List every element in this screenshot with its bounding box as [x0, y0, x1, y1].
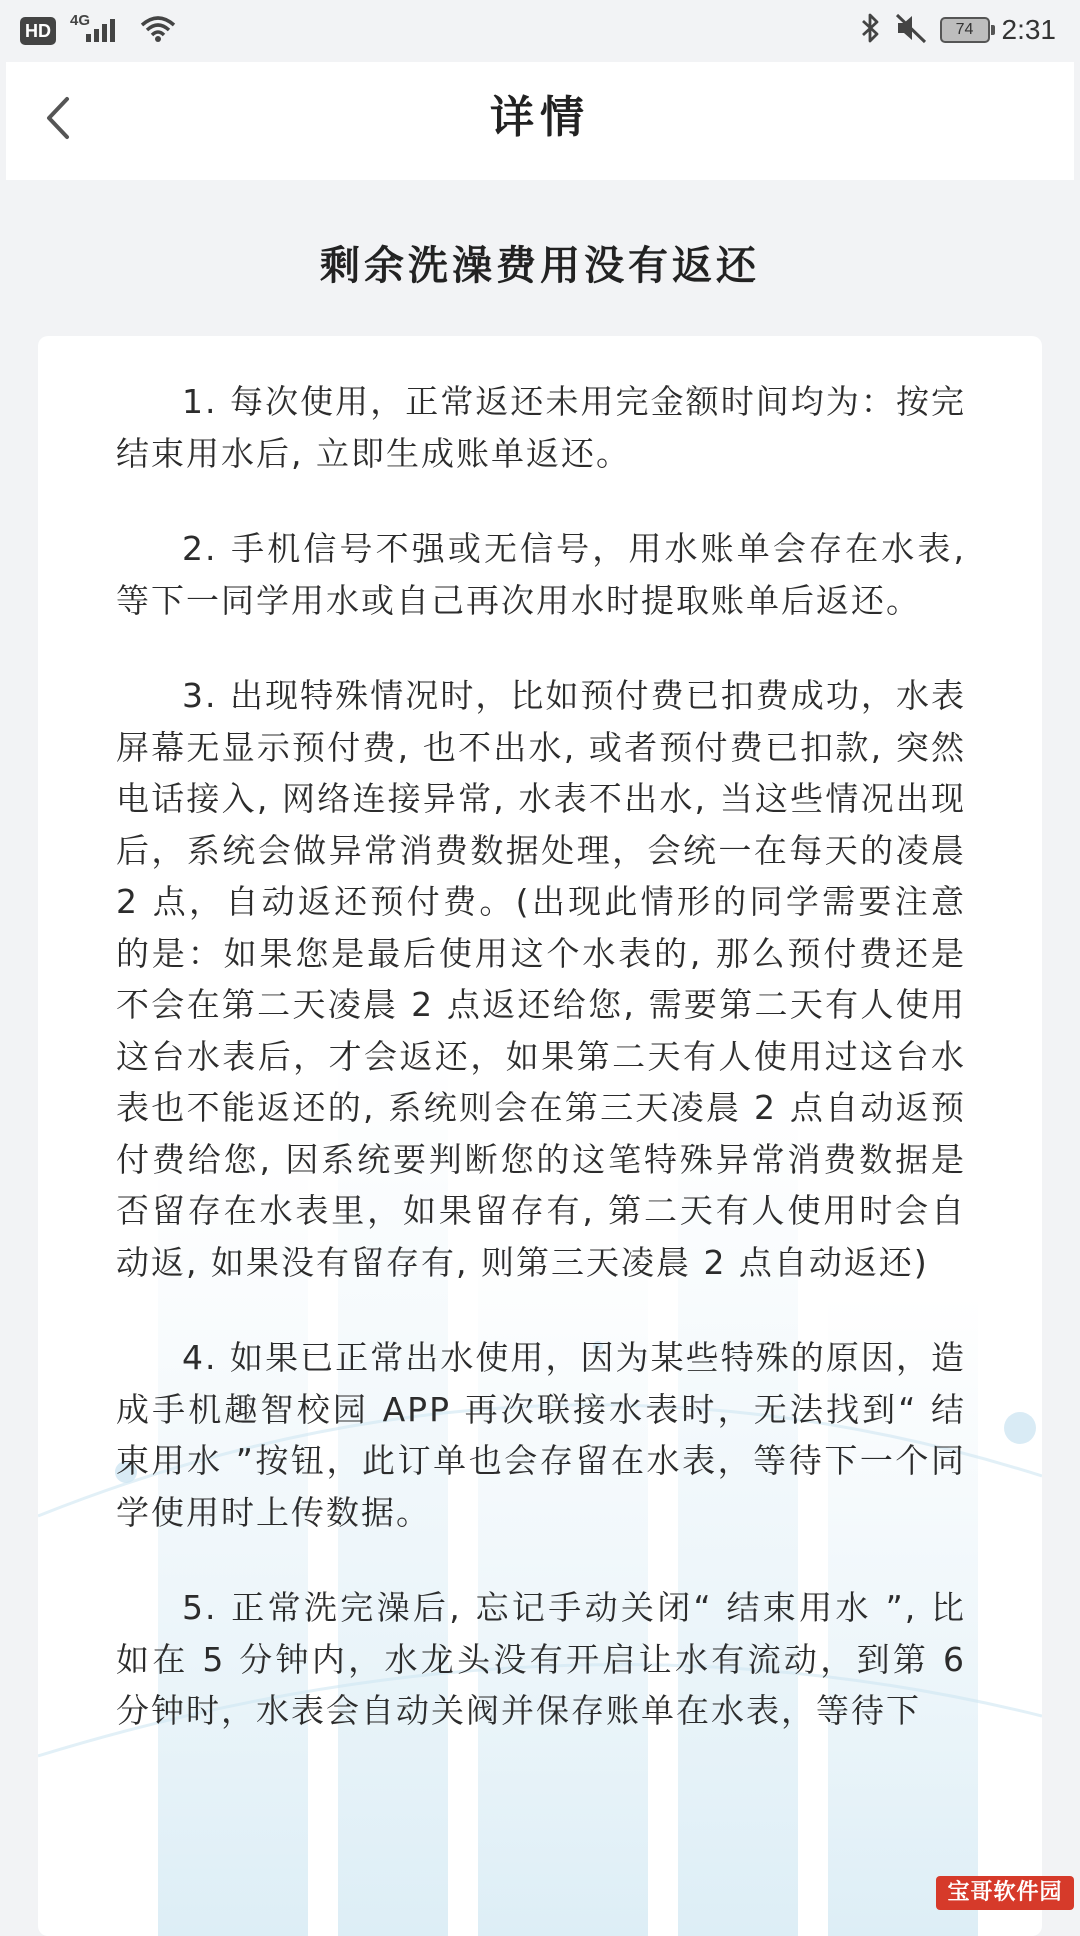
page-title: 详情: [490, 92, 590, 143]
network-type: 4G: [70, 12, 91, 29]
article-title: 剩余洗澡费用没有返还: [320, 243, 760, 289]
article-body: [116, 376, 966, 1781]
chevron-left-icon: [43, 95, 73, 145]
app-header: [6, 62, 1074, 180]
watermark-logo: 宝哥软件园: [936, 1876, 1074, 1910]
paragraph-4: 4. 如果已正常出水使用，因为某些特殊的原因，造成手机趣智校园 APP 再次联接水表时，无法找到“ 结束用水 ”按钮，此订单也会存留在水表，等待下一个同学使用时上传数据。: [116, 1338, 966, 1532]
cellular-signal-icon: [70, 14, 126, 48]
paragraph-2: 2. 手机信号不强或无信号，用水账单会存在水表, 等下一同学用水或自己再次用水时提取账单后返还。: [116, 529, 966, 620]
paragraph-1: 1. 每次使用，正常返还未用完金额时间均为：按完结束用水后, 立即生成账单返还。: [116, 382, 966, 473]
back-button[interactable]: [36, 88, 80, 152]
battery-icon: [940, 17, 990, 43]
paragraph-3: 3. 出现特殊情况时，比如预付费已扣费成功，水表屏幕无显示预付费, 也不出水, 或者预付费已扣款, 突然电话接入, 网络连接异常, 水表不出水, 当这些情况出现后，系统会做异常消费数据处理，会统一在每天的凌晨 2 点，自动返还预付费。(出现此情形的同学需要注意的是：如果您是最后使用这个水表的, 那么预付费还是不会在第二天凌晨 2 点返还给您, 需要第二天有人使用这台水表后，才会返还，如果第二天有人使用过这台水表也不能返还的, 系统则会在第三天凌晨 2 点自动返预付费给您, 因系统要判断您的这笔特殊异常消费数据是否留存在水表里，如果留存有, 第二天有人使用时会自动返, 如果没有留存有, 则第三天凌晨 2 点自动返还): [116, 676, 966, 1282]
status-bar-left: [20, 14, 176, 48]
hd-badge: HD: [20, 17, 56, 45]
status-bar-right: [860, 12, 1057, 48]
paragraph-5: 5. 正常洗完澡后, 忘记手动关闭“ 结束用水 ”, 比如在 5 分钟内，水龙头没有开启让水有流动，到第 6 分钟时，水表会自动关阀并保存账单在水表，等待下: [116, 1588, 966, 1730]
status-bar: [0, 0, 1080, 62]
wifi-icon: [140, 15, 176, 47]
content-card: [38, 336, 1042, 1936]
clock: 2:31: [1001, 14, 1056, 45]
mute-icon: [894, 12, 928, 48]
battery-level: 74: [955, 21, 974, 38]
bluetooth-icon: [860, 12, 882, 48]
